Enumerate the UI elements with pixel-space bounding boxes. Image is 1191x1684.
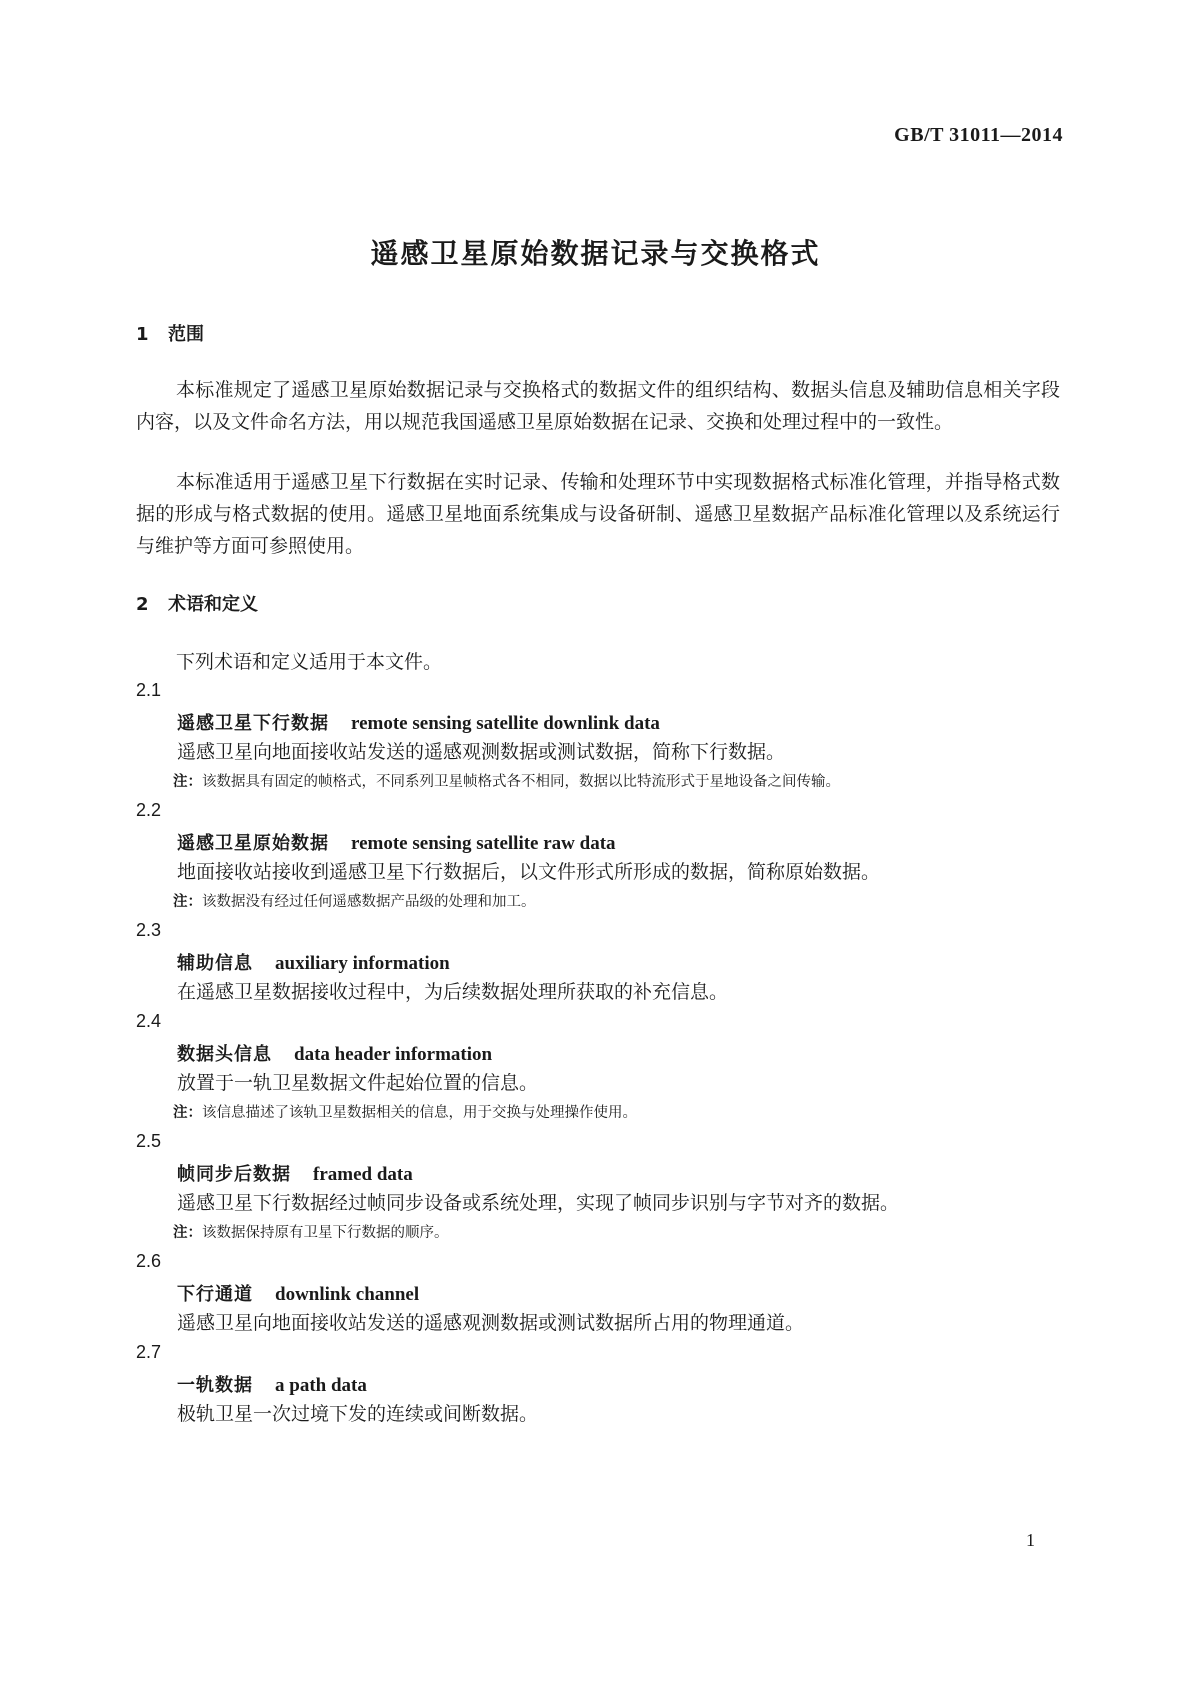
term-number: 2.2: [136, 800, 162, 820]
term-english: data header information: [294, 1044, 493, 1065]
term-heading: [177, 1280, 419, 1306]
term-note: [173, 1101, 637, 1122]
term-heading: [177, 1160, 413, 1186]
section-number: 1: [136, 324, 149, 345]
term-definition: 极轨卫星一次过境下发的连续或间断数据。: [177, 1403, 539, 1425]
section-2-heading: [136, 590, 258, 616]
term-heading: [177, 1371, 367, 1397]
term-definition: 地面接收站接收到遥感卫星下行数据后，以文件形式所形成的数据，简称原始数据。: [177, 861, 881, 883]
term-definition: 遥感卫星向地面接收站发送的遥感观测数据或测试数据所占用的物理通道。: [177, 1312, 805, 1334]
term-chinese: 遥感卫星原始数据: [177, 833, 329, 854]
term-definition: 遥感卫星下行数据经过帧同步设备或系统处理，实现了帧同步识别与字节对齐的数据。: [177, 1192, 900, 1214]
section-title: 术语和定义: [168, 594, 258, 615]
term-chinese: 下行通道: [177, 1284, 253, 1305]
document-title: 遥感卫星原始数据记录与交换格式: [370, 237, 821, 270]
term-number: 2.5: [136, 1131, 162, 1151]
term-note: [173, 770, 840, 791]
section-1-paragraph-1: 本标准规定了遥感卫星原始数据记录与交换格式的数据文件的组织结构、数据头信息及辅助信息相关字段内容，以及文件命名方法，用以规范我国遥感卫星原始数据在记录、交换和处理过程中的一致性。: [136, 379, 1060, 433]
term-heading: [177, 709, 660, 735]
term-chinese: 帧同步后数据: [177, 1164, 291, 1185]
term-chinese: 遥感卫星下行数据: [177, 713, 329, 734]
term-english: framed data: [313, 1164, 413, 1185]
note-label: 注：: [173, 1105, 202, 1121]
section-number: 2: [136, 594, 149, 615]
term-number: 2.1: [136, 680, 162, 700]
term-number: 2.7: [136, 1342, 162, 1362]
term-heading: [177, 1040, 492, 1066]
term-chinese: 辅助信息: [177, 953, 253, 974]
term-number: 2.4: [136, 1011, 162, 1031]
note-label: 注：: [173, 774, 202, 790]
term-heading: [177, 829, 616, 855]
term-english: a path data: [275, 1375, 367, 1396]
term-heading: [177, 949, 450, 975]
section-1-paragraph-2: 本标准适用于遥感卫星下行数据在实时记录、传输和处理环节中实现数据格式标准化管理，并指导格式数据的形成与格式数据的使用。遥感卫星地面系统集成与设备研制、遥感卫星数据产品标准化管理以及系统运行与维护等方面可参照使用。: [136, 471, 1060, 557]
term-chinese: 一轨数据: [177, 1375, 253, 1396]
term-note: [173, 1221, 449, 1242]
note-text: 该数据具有固定的帧格式，不同系列卫星帧格式各不相同，数据以比特流形式于星地设备之间传输。: [202, 774, 840, 790]
term-english: auxiliary information: [275, 953, 450, 974]
term-english: remote sensing satellite downlink data: [351, 713, 660, 734]
term-note: [173, 890, 536, 911]
page-number: 1: [1026, 1530, 1035, 1550]
term-english: remote sensing satellite raw data: [351, 833, 616, 854]
term-definition: 放置于一轨卫星数据文件起始位置的信息。: [177, 1072, 539, 1094]
note-label: 注：: [173, 1225, 202, 1241]
note-text: 该数据没有经过任何遥感数据产品级的处理和加工。: [202, 894, 536, 910]
term-chinese: 数据头信息: [177, 1044, 272, 1065]
note-label: 注：: [173, 894, 202, 910]
standard-code: GB/T 31011—2014: [894, 124, 1063, 146]
term-number: 2.3: [136, 920, 162, 940]
term-definition: 遥感卫星向地面接收站发送的遥感观测数据或测试数据，简称下行数据。: [177, 741, 786, 763]
section-title: 范围: [168, 324, 204, 345]
note-text: 该信息描述了该轨卫星数据相关的信息，用于交换与处理操作使用。: [202, 1105, 637, 1121]
note-text: 该数据保持原有卫星下行数据的顺序。: [202, 1225, 449, 1241]
section-1-heading: [136, 320, 204, 346]
term-number: 2.6: [136, 1251, 162, 1271]
term-english: downlink channel: [275, 1284, 420, 1305]
term-definition: 在遥感卫星数据接收过程中，为后续数据处理所获取的补充信息。: [177, 981, 729, 1003]
section-2-intro: 下列术语和定义适用于本文件。: [176, 651, 443, 673]
